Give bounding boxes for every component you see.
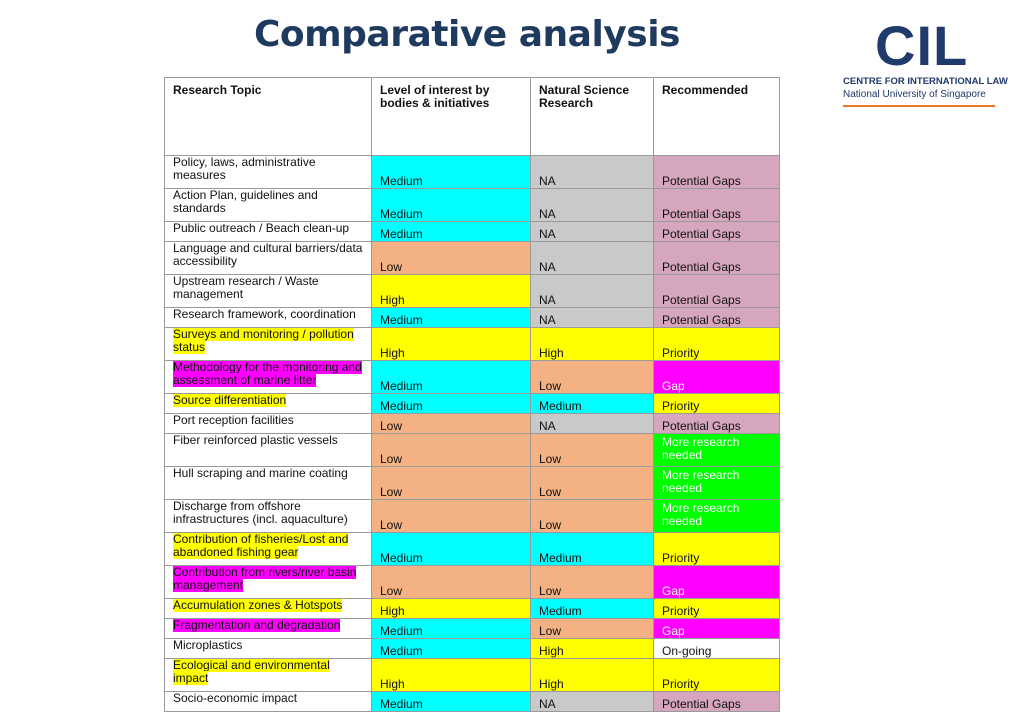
cell-recommended: Priority — [654, 394, 780, 414]
cell-natural-science: Low — [531, 566, 654, 599]
table-row — [165, 414, 780, 434]
cell-level-of-interest: Low — [372, 467, 531, 500]
research-topic-text: Action Plan, guidelines and standards — [173, 188, 318, 215]
research-topic-text: Methodology for the monitoring and assessment of marine litter — [173, 360, 362, 387]
cell-level-of-interest: Low — [372, 414, 531, 434]
research-topic-text: Fragmentation and degradation — [173, 618, 341, 632]
cell-natural-science: Medium — [531, 533, 654, 566]
cell-level-of-interest: Low — [372, 566, 531, 599]
cell-level-of-interest: Medium — [372, 361, 531, 394]
research-topic-text: Discharge from offshore infrastructures (incl. aquaculture) — [173, 499, 348, 526]
header-research-topic: Research Topic — [165, 78, 372, 156]
cell-natural-science: High — [531, 659, 654, 692]
cell-recommended: Potential Gaps — [654, 275, 780, 308]
table-row — [165, 328, 780, 361]
cell-natural-science: NA — [531, 414, 654, 434]
cell-level-of-interest: Medium — [372, 394, 531, 414]
cell-recommended: Potential Gaps — [654, 692, 780, 712]
cell-recommended: Gap — [654, 361, 780, 394]
cell-recommended: Priority — [654, 328, 780, 361]
cell-research-topic — [165, 308, 372, 328]
cell-natural-science: NA — [531, 692, 654, 712]
cell-research-topic — [165, 414, 372, 434]
cell-research-topic — [165, 467, 372, 500]
cell-level-of-interest: Medium — [372, 639, 531, 659]
cell-level-of-interest: Medium — [372, 222, 531, 242]
cell-level-of-interest: Medium — [372, 308, 531, 328]
cell-research-topic — [165, 242, 372, 275]
table-row — [165, 189, 780, 222]
cell-natural-science: NA — [531, 189, 654, 222]
header-recommended: Recommended — [654, 78, 780, 156]
cell-recommended: Potential Gaps — [654, 189, 780, 222]
table-row — [165, 639, 780, 659]
cell-research-topic — [165, 619, 372, 639]
cell-recommended: Potential Gaps — [654, 222, 780, 242]
table-row — [165, 242, 780, 275]
cell-research-topic — [165, 394, 372, 414]
cell-research-topic — [165, 156, 372, 189]
cell-research-topic — [165, 189, 372, 222]
table-header-row — [165, 78, 780, 156]
research-topic-text: Ecological and environmental impact — [173, 658, 330, 685]
cell-research-topic — [165, 500, 372, 533]
table-row — [165, 361, 780, 394]
research-topic-text: Microplastics — [173, 638, 243, 652]
cell-research-topic — [165, 434, 372, 467]
research-topic-text: Source differentiation — [173, 393, 287, 407]
cell-recommended: Gap — [654, 566, 780, 599]
cell-recommended: Priority — [654, 659, 780, 692]
page-title: Comparative analysis — [254, 14, 680, 55]
table-row — [165, 533, 780, 566]
cell-research-topic — [165, 659, 372, 692]
cell-research-topic — [165, 599, 372, 619]
cell-level-of-interest: High — [372, 328, 531, 361]
cell-recommended: Potential Gaps — [654, 242, 780, 275]
cell-natural-science: NA — [531, 242, 654, 275]
cell-natural-science: Medium — [531, 599, 654, 619]
cell-natural-science: NA — [531, 275, 654, 308]
cell-level-of-interest: Low — [372, 242, 531, 275]
cell-level-of-interest: Medium — [372, 189, 531, 222]
cell-natural-science: High — [531, 328, 654, 361]
research-topic-text: Contribution of fisheries/Lost and abandoned fishing gear — [173, 532, 349, 559]
table-row — [165, 619, 780, 639]
cell-research-topic — [165, 275, 372, 308]
table-row — [165, 500, 780, 533]
cell-recommended: More research needed — [654, 467, 780, 500]
logo-abbreviation: CIL — [875, 14, 969, 77]
cell-research-topic — [165, 361, 372, 394]
table-row — [165, 275, 780, 308]
cell-recommended: More research needed — [654, 500, 780, 533]
cell-recommended: Priority — [654, 599, 780, 619]
cell-research-topic — [165, 222, 372, 242]
research-topic-text: Public outreach / Beach clean-up — [173, 221, 350, 235]
cell-natural-science: NA — [531, 308, 654, 328]
table-row — [165, 156, 780, 189]
research-topic-text: Research framework, coordination — [173, 307, 356, 321]
research-topic-text: Surveys and monitoring / pollution status — [173, 327, 354, 354]
research-topic-text: Language and cultural barriers/data accessibility — [173, 241, 363, 268]
cell-natural-science: NA — [531, 156, 654, 189]
cell-level-of-interest: Low — [372, 500, 531, 533]
cell-research-topic — [165, 639, 372, 659]
cell-natural-science: High — [531, 639, 654, 659]
cell-recommended: On-going — [654, 639, 780, 659]
cell-level-of-interest: Medium — [372, 156, 531, 189]
table-row — [165, 308, 780, 328]
research-topic-text: Accumulation zones & Hotspots — [173, 598, 343, 612]
cell-recommended: Potential Gaps — [654, 308, 780, 328]
cell-natural-science: Low — [531, 361, 654, 394]
cell-natural-science: Medium — [531, 394, 654, 414]
logo-underline — [843, 105, 995, 107]
cell-natural-science: Low — [531, 434, 654, 467]
cell-recommended: Gap — [654, 619, 780, 639]
cell-research-topic — [165, 566, 372, 599]
cell-level-of-interest: Medium — [372, 619, 531, 639]
research-topic-text: Socio-economic impact — [173, 691, 298, 705]
cell-natural-science: Low — [531, 619, 654, 639]
cell-natural-science: Low — [531, 500, 654, 533]
table-row — [165, 566, 780, 599]
cell-recommended: Priority — [654, 533, 780, 566]
cil-logo — [843, 14, 1008, 107]
table-row — [165, 659, 780, 692]
table-row — [165, 467, 780, 500]
research-topic-text: Fiber reinforced plastic vessels — [173, 433, 338, 447]
cell-research-topic — [165, 533, 372, 566]
research-topic-text: Contribution from rivers/river basin management — [173, 565, 357, 592]
table-row — [165, 599, 780, 619]
logo-university-name: National University of Singapore — [843, 89, 986, 100]
table-body — [165, 156, 780, 712]
cell-natural-science: NA — [531, 222, 654, 242]
header-natural-science-research: Natural Science Research — [531, 78, 654, 156]
cell-level-of-interest: High — [372, 659, 531, 692]
cell-level-of-interest: Medium — [372, 692, 531, 712]
research-topic-text: Policy, laws, administrative measures — [173, 155, 316, 182]
research-topic-text: Hull scraping and marine coating — [173, 466, 348, 480]
table-row — [165, 434, 780, 467]
cell-level-of-interest: Medium — [372, 533, 531, 566]
cell-recommended: More research needed — [654, 434, 780, 467]
cell-research-topic — [165, 328, 372, 361]
table-row — [165, 394, 780, 414]
research-topic-text: Upstream research / Waste management — [173, 274, 319, 301]
research-topic-text: Port reception facilities — [173, 413, 294, 427]
header-level-of-interest: Level of interest by bodies & initiatives — [372, 78, 531, 156]
comparative-analysis-table — [164, 77, 780, 712]
cell-natural-science: Low — [531, 467, 654, 500]
cell-recommended: Potential Gaps — [654, 156, 780, 189]
logo-centre-name: CENTRE FOR INTERNATIONAL LAW — [843, 76, 1008, 87]
cell-level-of-interest: High — [372, 275, 531, 308]
cell-recommended: Potential Gaps — [654, 414, 780, 434]
table-row — [165, 222, 780, 242]
cell-level-of-interest: High — [372, 599, 531, 619]
cell-level-of-interest: Low — [372, 434, 531, 467]
